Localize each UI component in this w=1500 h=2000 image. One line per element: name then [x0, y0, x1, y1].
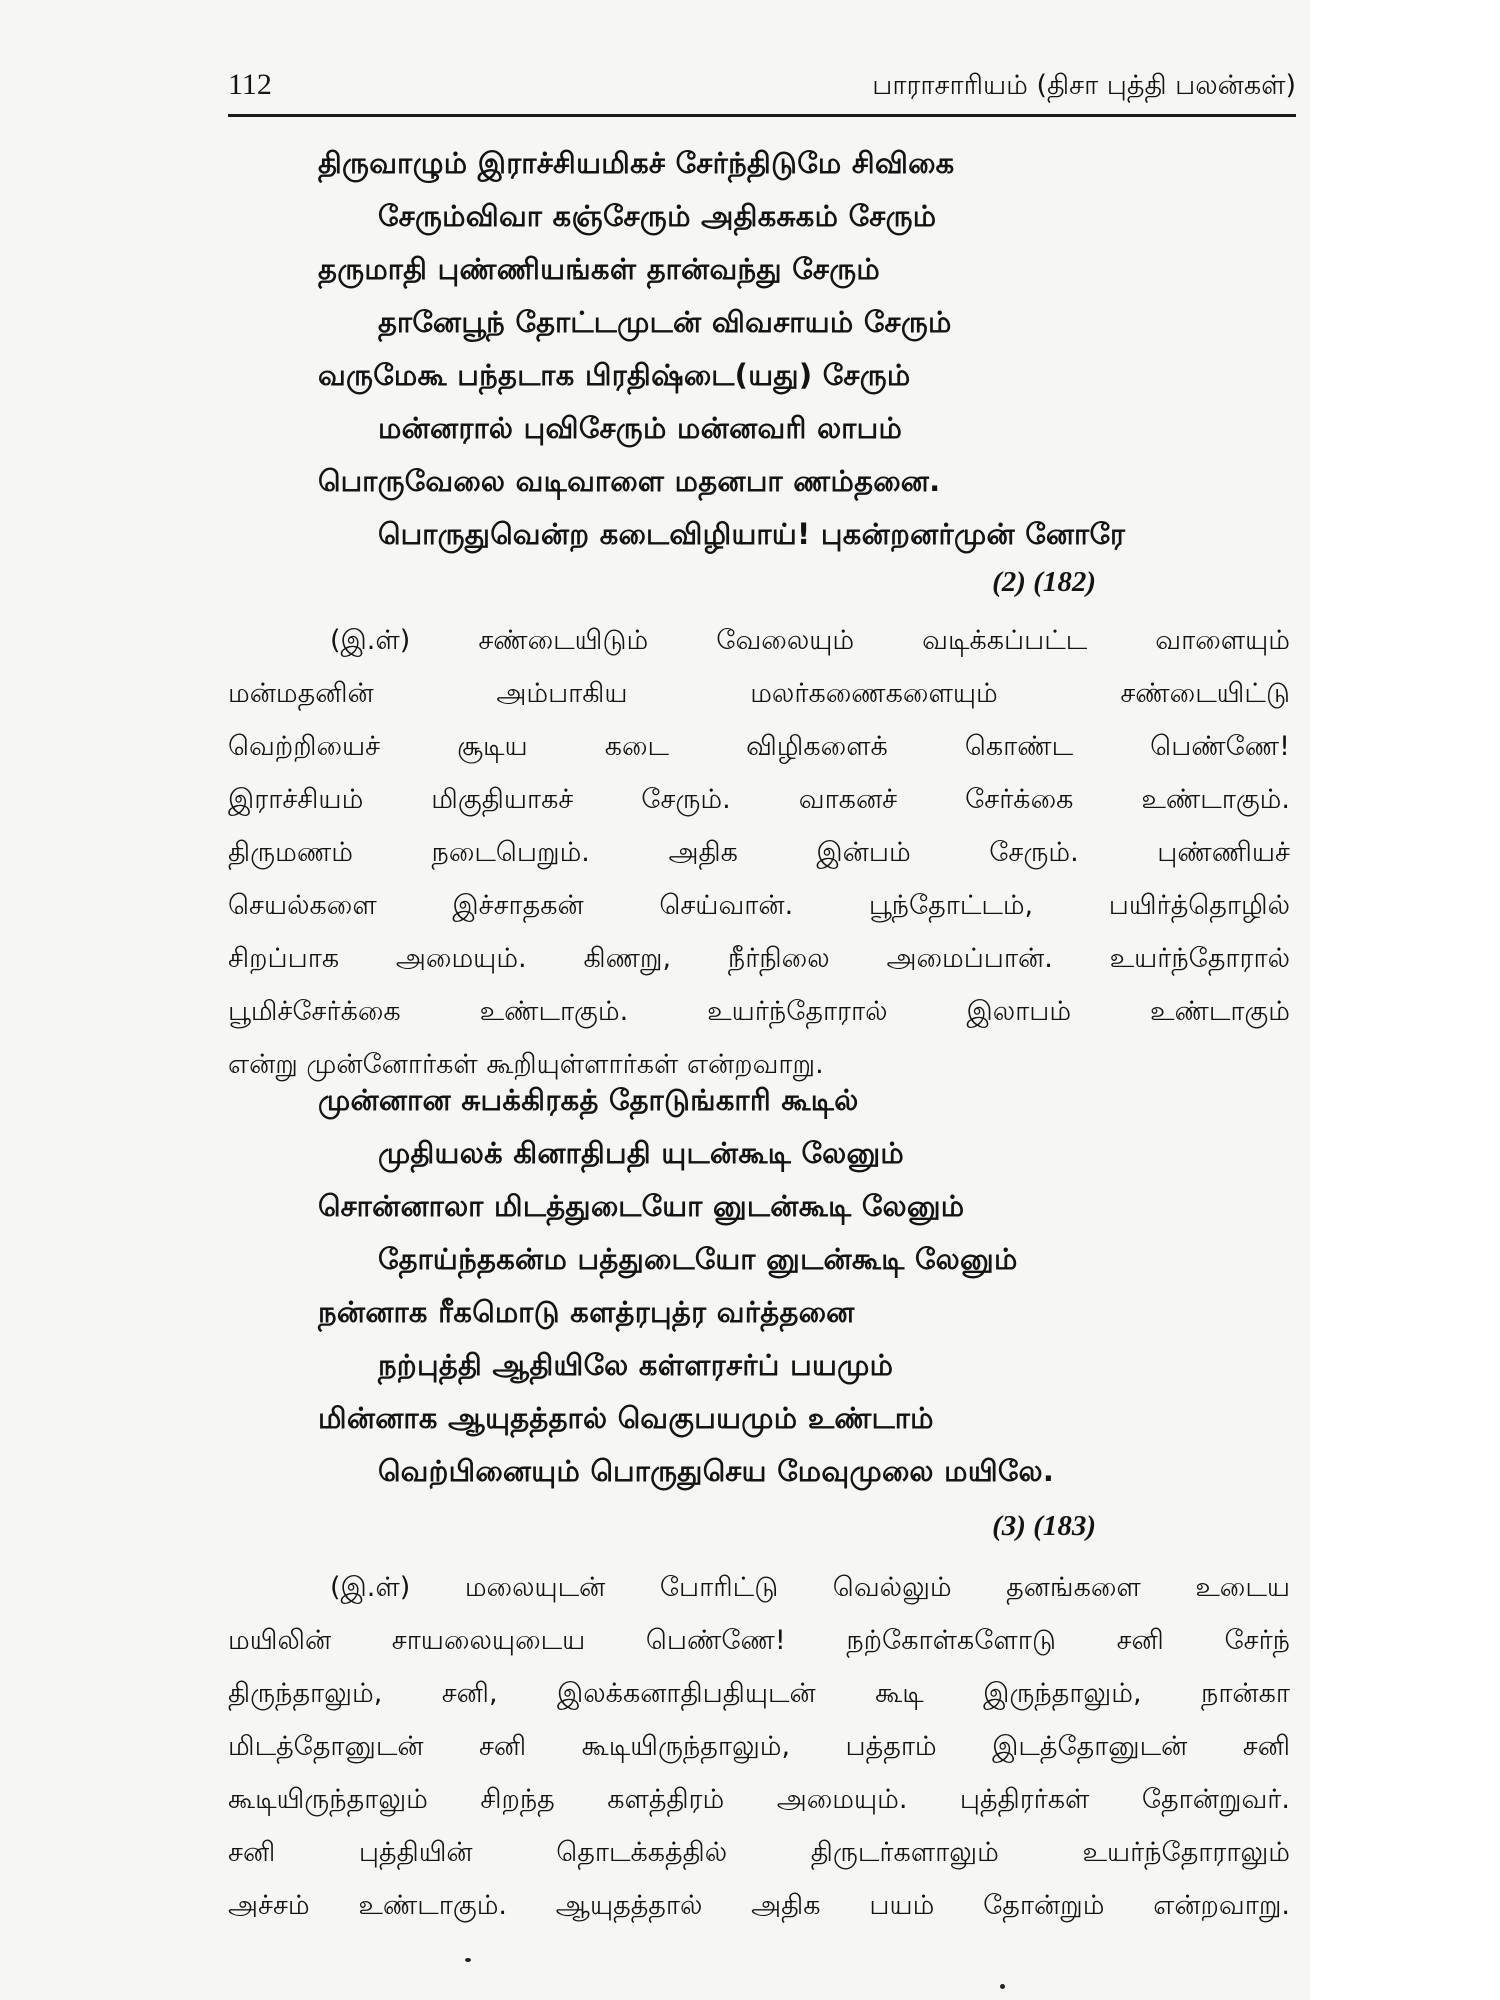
verse-line: தோய்ந்தகன்ம பத்துடையோ னுடன்கூடி லேனும்	[378, 1242, 1018, 1276]
prose-line: திருந்தாலும், சனி, இலக்கனாதிபதியுடன் கூடி இருந்தாலும், நான்கா	[228, 1678, 1290, 1709]
verse-line: சேரும்விவா கஞ்சேரும் அதிகசுகம் சேரும்	[378, 199, 937, 233]
verse-line: நன்னாக ரீகமொடு களத்ரபுத்ர வர்த்தனை	[318, 1295, 855, 1329]
verse-line: வருமேகூ பந்தடாக பிரதிஷ்டை(யது) சேரும்	[318, 358, 911, 392]
prose-line: மயிலின் சாயலையுடைய பெண்ணே! நற்கோள்களோடு சனி சேர்ந்	[228, 1625, 1290, 1656]
prose-line: சிறப்பாக அமையும். கிணறு, நீர்நிலை அமைப்பான். உயர்ந்தோரால்	[228, 943, 1290, 974]
page-number: 112	[228, 68, 272, 101]
prose-line: என்று முன்னோர்கள் கூறியுள்ளார்கள் என்றவாறு.	[228, 1049, 824, 1080]
verse-number: (2) (182)	[992, 566, 1096, 598]
prose-line: மிடத்தோனுடன் சனி கூடியிருந்தாலும், பத்தாம் இடத்தோனுடன் சனி	[228, 1731, 1290, 1762]
prose-line: சனி புத்தியின் தொடக்கத்தில் திருடர்களாலும் உயர்ந்தோராலும்	[228, 1837, 1290, 1868]
verse-line: தருமாதி புண்ணியங்கள் தான்வந்து சேரும்	[318, 252, 881, 286]
verse-line: பொருதுவென்ற கடைவிழியாய்! புகன்றனர்முன் னோரே	[378, 517, 1126, 551]
verse-line: நற்புத்தி ஆதியிலே கள்ளரசர்ப் பயமும்	[378, 1348, 894, 1382]
prose-line: கூடியிருந்தாலும் சிறந்த களத்திரம் அமையும். புத்திரர்கள் தோன்றுவர்.	[228, 1784, 1290, 1815]
running-title: பாராசாரியம் (திசா புத்தி பலன்கள்)	[872, 70, 1296, 101]
prose-line: திருமணம் நடைபெறும். அதிக இன்பம் சேரும். புண்ணியச்	[228, 837, 1290, 868]
prose-line: வெற்றியைச் சூடிய கடை விழிகளைக் கொண்ட பெண்ணே!	[228, 731, 1290, 762]
verse-line: மின்னாக ஆயுதத்தால் வெகுபயமும் உண்டாம்	[318, 1401, 934, 1435]
prose-line: (இ.ள்) மலையுடன் போரிட்டு வெல்லும் தனங்களை உடைய	[330, 1572, 1290, 1603]
prose-line: மன்மதனின் அம்பாகிய மலர்கணைகளையும் சண்டையிட்டு	[228, 678, 1290, 709]
verse-line: திருவாழும் இராச்சியமிகச் சேர்ந்திடுமே சிவிகை	[318, 146, 955, 180]
verse-line: பொருவேலை வடிவாளை மதனபா ணம்தனை.	[318, 464, 941, 498]
prose-line: (இ.ள்) சண்டையிடும் வேலையும் வடிக்கப்பட்ட வாளையும்	[330, 625, 1290, 656]
ink-speck	[1000, 1984, 1005, 1989]
page-header	[228, 62, 1296, 117]
verse-line: தானேபூந் தோட்டமுடன் விவசாயம் சேரும்	[378, 305, 952, 339]
verse-line: மன்னரால் புவிசேரும் மன்னவரி லாபம்	[378, 411, 903, 445]
prose-line: இராச்சியம் மிகுதியாகச் சேரும். வாகனச் சேர்க்கை உண்டாகும்.	[228, 784, 1290, 815]
verse-line: முதியலக் கினாதிபதி யுடன்கூடி லேனும்	[378, 1136, 905, 1170]
prose-line: பூமிச்சேர்க்கை உண்டாகும். உயர்ந்தோரால் இலாபம் உண்டாகும்	[228, 996, 1290, 1027]
prose-line: அச்சம் உண்டாகும். ஆயுதத்தால் அதிக பயம் தோன்றும் என்றவாறு.	[228, 1890, 1290, 1921]
verse-line: சொன்னாலா மிடத்துடையோ னுடன்கூடி லேனும்	[318, 1189, 965, 1223]
verse-number: (3) (183)	[992, 1510, 1096, 1542]
verse-line: வெற்பினையும் பொருதுசெய மேவுமுலை மயிலே.	[378, 1454, 1055, 1488]
prose-line: செயல்களை இச்சாதகன் செய்வான். பூந்தோட்டம், பயிர்த்தொழில்	[228, 890, 1290, 921]
verse-line: முன்னான சுபக்கிரகத் தோடுங்காரி கூடில்	[318, 1083, 859, 1117]
ink-speck	[465, 1958, 471, 1962]
